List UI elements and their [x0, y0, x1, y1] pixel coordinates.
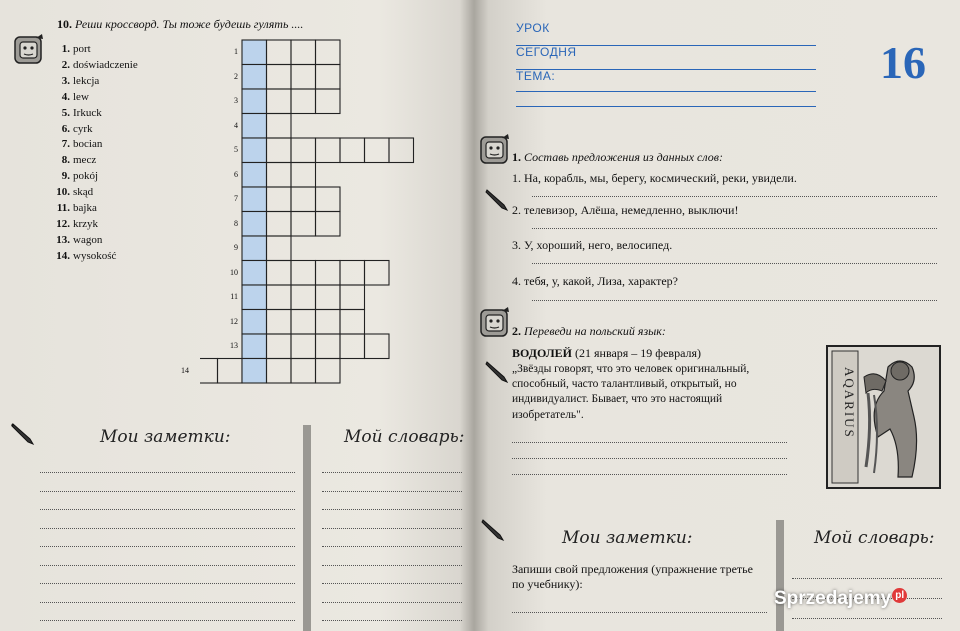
crossword-row-number: 5 [234, 145, 238, 155]
crossword-cell[interactable] [291, 359, 316, 384]
dictionary-line [322, 509, 462, 510]
crossword-solution-cell[interactable] [242, 334, 267, 359]
crossword-cell[interactable] [316, 359, 341, 384]
crossword-cell[interactable] [365, 261, 390, 286]
notes-divider [776, 520, 784, 631]
dictionary-line [322, 546, 462, 547]
crossword-cell[interactable] [291, 310, 316, 335]
dictionary-title: Мой словарь: [344, 427, 465, 447]
crossword-solution-cell[interactable] [242, 65, 267, 90]
notes-line [40, 583, 295, 584]
crossword-solution-cell[interactable] [242, 138, 267, 163]
crossword-cell[interactable] [267, 334, 292, 359]
crossword-cell[interactable] [316, 65, 341, 90]
pencil-icon [484, 186, 510, 212]
aquarius-figure-icon [828, 347, 939, 487]
lesson-number: 16 [880, 37, 926, 88]
topic-line-2 [516, 106, 816, 107]
crossword-cell[interactable] [267, 187, 292, 212]
crossword-cell[interactable] [291, 40, 316, 65]
dictionary-line [322, 565, 462, 566]
answer-line [512, 612, 767, 613]
crossword-cell[interactable] [291, 138, 316, 163]
crossword-cell[interactable] [316, 89, 341, 114]
crossword-cell[interactable] [316, 138, 341, 163]
pencil-icon [480, 516, 506, 542]
pencil-icon [10, 420, 36, 446]
crossword-row-number: 8 [234, 218, 238, 228]
crossword-solution-cell[interactable] [242, 163, 267, 188]
word-list-item: 13. wagon [56, 233, 103, 246]
notes-title: Мои заметки: [562, 528, 693, 548]
crossword-cell[interactable] [291, 187, 316, 212]
crossword-row-number: 10 [230, 267, 238, 277]
word-list-item: 5. Irkuck [61, 106, 102, 119]
crossword-cell[interactable] [291, 89, 316, 114]
crossword-cell[interactable] [267, 89, 292, 114]
word-list-item: 6. cyrk [61, 122, 93, 135]
crossword-cell[interactable] [291, 285, 316, 310]
word-list-item: 7. bocian [61, 138, 103, 151]
dictionary-title: Мой словарь: [814, 528, 935, 548]
note-instruction: Запиши свой предложения (упражнение третье по учебнику): [512, 562, 753, 592]
crossword-cell[interactable] [218, 359, 243, 384]
crossword-solution-cell[interactable] [242, 359, 267, 384]
sentence-3: 3. У, хороший, него, велосипед. [512, 238, 673, 252]
crossword-cell[interactable] [267, 212, 292, 237]
today-line [516, 69, 816, 70]
word-list-item: 8. mecz [61, 154, 97, 167]
crossword-cell[interactable] [340, 334, 365, 359]
crossword-cell[interactable] [316, 334, 341, 359]
today-label: СЕГОДНЯ [516, 45, 577, 59]
crossword-cell[interactable] [267, 138, 292, 163]
word-list-item: 1. port [61, 43, 91, 55]
crossword-cell[interactable] [291, 65, 316, 90]
lesson-label: УРОК [516, 21, 550, 35]
crossword-row-number: 13 [230, 341, 238, 351]
crossword-solution-cell[interactable] [242, 310, 267, 335]
notes-line [40, 491, 295, 492]
crossword-row-number: 4 [234, 120, 238, 130]
crossword-grid [181, 38, 430, 388]
dictionary-line [792, 618, 942, 619]
topic-label: ТЕМА: [516, 69, 556, 83]
crossword-cell[interactable] [267, 65, 292, 90]
dictionary-line [322, 620, 462, 621]
crossword-cell[interactable] [340, 310, 365, 335]
thinking-head-icon [478, 306, 512, 340]
word-list-item: 11. bajka [56, 202, 97, 215]
crossword-cell[interactable] [291, 163, 316, 188]
exercise-1-title: 1. Составь предложения из данных слов: [512, 150, 723, 164]
notes-line [40, 472, 295, 473]
crossword-solution-cell[interactable] [242, 212, 267, 237]
crossword-cell[interactable] [340, 285, 365, 310]
crossword-row-number: 14 [181, 365, 189, 375]
crossword-cell[interactable] [267, 261, 292, 286]
crossword-cell[interactable] [316, 285, 341, 310]
crossword-cell[interactable] [316, 40, 341, 65]
notes-line [40, 509, 295, 510]
aquarius-caption: AQARIUS [842, 367, 857, 439]
dictionary-line [322, 583, 462, 584]
sentence-2: 2. телевизор, Алёша, немедленно, выключи! [512, 203, 739, 217]
answer-line [532, 196, 937, 197]
crossword-cell[interactable] [200, 359, 218, 384]
crossword-word-list [54, 42, 138, 265]
crossword-row-number: 2 [234, 71, 238, 81]
word-list-item: 4. lew [61, 90, 89, 103]
answer-line [532, 300, 937, 301]
answer-line [512, 442, 787, 443]
crossword-cell[interactable] [365, 138, 390, 163]
word-list-item: 3. lekcja [61, 74, 100, 87]
answer-line [512, 474, 787, 475]
crossword-cell[interactable] [316, 261, 341, 286]
crossword-solution-cell[interactable] [242, 114, 267, 139]
notes-title: Мои заметки: [100, 427, 231, 447]
crossword-solution-cell[interactable] [242, 285, 267, 310]
word-list-item: 10. skąd [56, 186, 94, 199]
pencil-icon [484, 358, 510, 384]
word-list-item: 12. krzyk [56, 217, 99, 230]
answer-line [512, 458, 787, 459]
dictionary-line [322, 491, 462, 492]
crossword-cell[interactable] [340, 261, 365, 286]
thinking-head-icon [478, 133, 512, 167]
crossword-cell[interactable] [291, 261, 316, 286]
sentence-1: 1. На, корабль, мы, берегу, космический, реки, увидели. [512, 171, 797, 185]
dictionary-line [322, 472, 462, 473]
dictionary-line [792, 578, 942, 579]
aquarius-heading: ВОДОЛЕЙ (21 января – 19 февраля) [512, 346, 702, 360]
crossword-cell[interactable] [365, 334, 390, 359]
crossword-solution-cell[interactable] [242, 89, 267, 114]
crossword-cell[interactable] [267, 40, 292, 65]
crossword-cell[interactable] [340, 138, 365, 163]
notes-divider [303, 425, 311, 631]
thinking-head-icon [12, 33, 46, 67]
word-list-item: 9. pokój [61, 170, 99, 183]
crossword-cell[interactable] [267, 163, 292, 188]
crossword-cell[interactable] [267, 114, 292, 139]
crossword-cell[interactable] [267, 285, 292, 310]
crossword-row-number: 1 [234, 47, 238, 57]
word-list-item: 2. doświadczenie [61, 58, 138, 71]
crossword-cell[interactable] [316, 212, 341, 237]
notes-line [40, 546, 295, 547]
sentence-4: 4. тебя, у, какой, Лиза, характер? [512, 274, 679, 288]
right-page [474, 0, 960, 631]
notes-line [40, 602, 295, 603]
notes-line [40, 565, 295, 566]
left-page [0, 0, 474, 631]
crossword-cell[interactable] [316, 187, 341, 212]
crossword-cell[interactable] [267, 236, 292, 261]
crossword-cells [200, 38, 430, 388]
answer-line [532, 263, 937, 264]
dictionary-line [322, 602, 462, 603]
dictionary-line [322, 528, 462, 529]
crossword-cell[interactable] [267, 359, 292, 384]
exercise-10-title: 10. Реши кроссворд. Ты тоже будешь гулять .... [57, 17, 304, 31]
crossword-row-number: 9 [234, 243, 238, 253]
crossword-cell[interactable] [267, 310, 292, 335]
notes-line [40, 620, 295, 621]
aquarius-text: „Звёзды говорят, что это человек оригинальный, способный, часто талантливый, открытый, но индивидуалист. Бывает, что это настоящий изобретатель". [512, 363, 750, 421]
crossword-solution-cell[interactable] [242, 261, 267, 286]
crossword-row-number: 11 [230, 292, 238, 302]
crossword-solution-cell[interactable] [242, 236, 267, 261]
exercise-2-title: 2. Переведи на польский язык: [512, 324, 666, 338]
crossword-cell[interactable] [291, 334, 316, 359]
crossword-row-number: 7 [234, 194, 238, 204]
crossword-cell[interactable] [291, 212, 316, 237]
crossword-solution-cell[interactable] [242, 187, 267, 212]
crossword-cell[interactable] [316, 310, 341, 335]
crossword-cell[interactable] [389, 138, 414, 163]
word-list-item: 14. wysokość [56, 249, 117, 262]
topic-line-1 [516, 91, 816, 92]
watermark-logo: Sprzedajemy pl [774, 588, 907, 610]
crossword-row-number: 3 [234, 96, 238, 106]
answer-line [532, 228, 937, 229]
crossword-row-number: 6 [234, 169, 238, 179]
crossword-solution-cell[interactable] [242, 40, 267, 65]
crossword-row-number: 12 [230, 316, 238, 326]
notes-line [40, 528, 295, 529]
aquarius-illustration [826, 345, 941, 489]
